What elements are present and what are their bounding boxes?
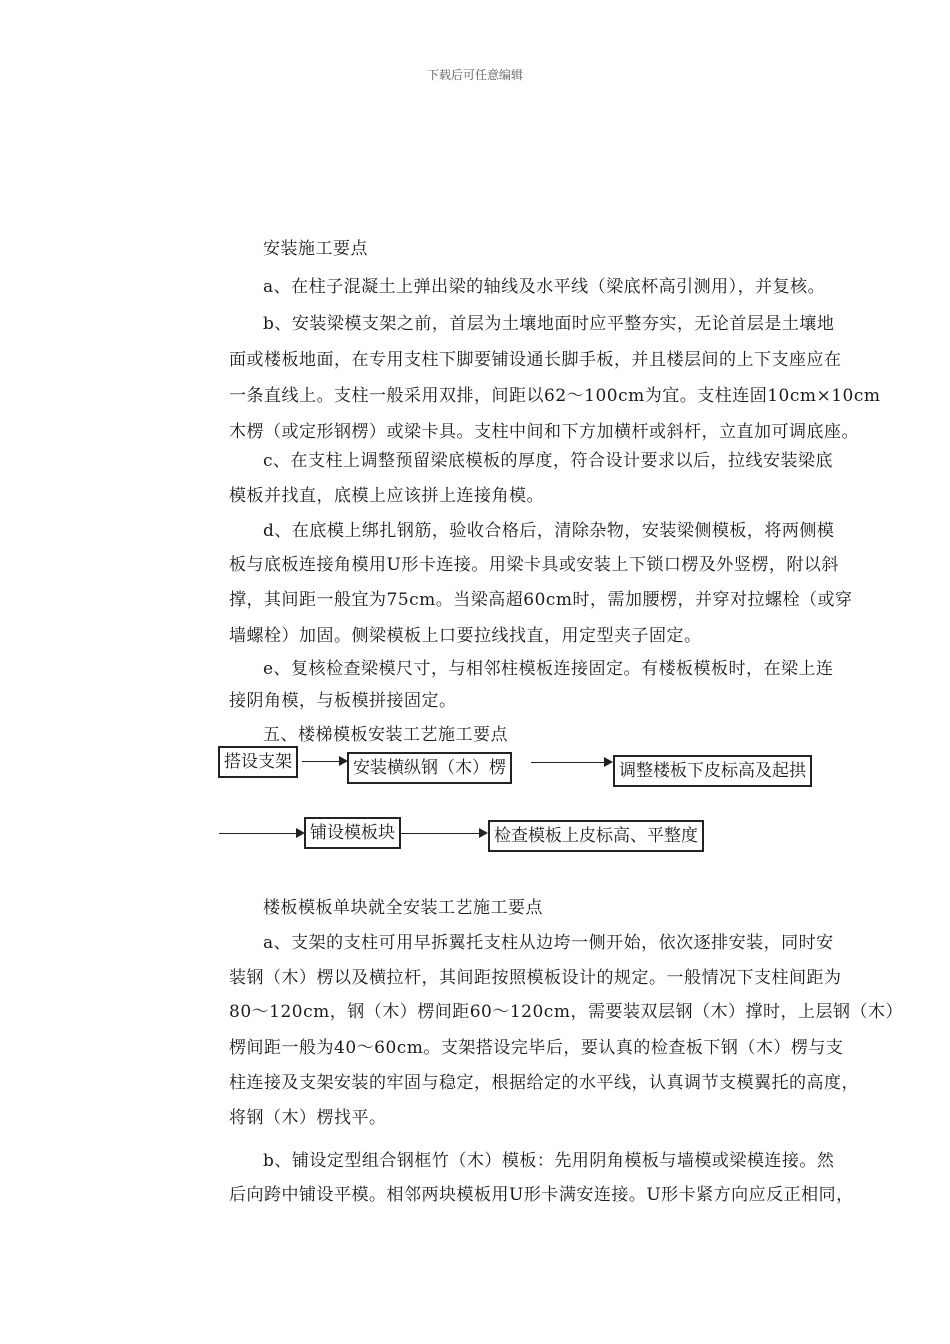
paragraph-line: d、在底模上绑扎钢筋，验收合格后，清除杂物，安装梁侧模板，将两侧模 [263,521,835,541]
paragraph-line: 一条直线上。支柱一般采用双排，间距以62～100cm为宜。支柱连固10cm×10cm [229,386,881,406]
paragraph-line: b、安装梁模支架之前，首层为土壤地面时应平整夯实，无论首层是土壤地 [263,314,835,334]
paragraph-line: 木楞（或定形钢楞）或梁卡具。支柱中间和下方加横杆或斜杆，立直加可调底座。 [229,422,859,442]
flow-step-5: 检查模板上皮标高、平整度 [488,820,704,852]
page-header: 下载后可任意编辑 [426,68,523,82]
flow-arrow [400,833,486,834]
paragraph-line: 后向跨中铺设平模。相邻两块模板用U形卡满安连接。U形卡紧方向应反正相同， [229,1185,854,1205]
paragraph-line: c、在支柱上调整预留梁底模板的厚度，符合设计要求以后，拉线安装梁底 [263,451,834,471]
paragraph-line: 装钢（木）楞以及横拉杆，其间距按照模板设计的规定。一般情况下支柱间距为 [229,968,842,988]
flow-step-2: 安装横纵钢（木）楞 [347,752,512,784]
paragraph-line: 模板并找直，底模上应该拼上连接角模。 [229,486,544,506]
paragraph-line: 接阴角模，与板模拼接固定。 [229,691,457,711]
section-title: 安装施工要点 [263,239,368,259]
flow-arrow [531,762,611,763]
paragraph-line: 面或楼板地面，在专用支柱下脚要铺设通长脚手板，并且楼层间的上下支座应在 [229,350,842,370]
paragraph-line: 柱连接及支架安装的牢固与稳定，根据给定的水平线，认真调节支模翼托的高度， [229,1073,859,1093]
flow-arrow [302,761,346,762]
paragraph-line: 80～120cm，钢（木）楞间距60～120cm，需要装双层钢（木）撑时，上层钢（木） [229,1002,903,1022]
paragraph-line: e、复核检查梁模尺寸，与相邻柱模板连接固定。有楼板模板时，在梁上连 [263,659,834,679]
paragraph-line: a、支架的支柱可用早拆翼托支柱从边垮一侧开始，依次逐排安装，同时安 [263,933,834,953]
paragraph-line: a、在柱子混凝土上弹出梁的轴线及水平线（梁底杯高引测用），并复核。 [263,277,826,297]
flow-step-4: 铺设模板块 [304,817,401,849]
paragraph-line: b、铺设定型组合钢框竹（木）模板：先用阴角模板与墙模或梁模连接。然 [263,1151,835,1171]
flow-step-1: 搭设支架 [218,746,298,778]
paragraph-line: 撑，其间距一般宜为75cm。当梁高超60cm时，需加腰楞，并穿对拉螺栓（或穿 [229,590,853,610]
section-title: 楼板模板单块就全安装工艺施工要点 [263,898,543,918]
paragraph-line: 楞间距一般为40～60cm。支架搭设完毕后，要认真的检查板下钢（木）楞与支 [229,1038,844,1058]
section-title: 五、楼梯模板安装工艺施工要点 [263,725,508,745]
paragraph-line: 板与底板连接角模用U形卡连接。用梁卡具或安装上下锁口楞及外竖楞，附以斜 [229,555,839,575]
flow-arrow [219,833,303,834]
paragraph-line: 将钢（木）楞找平。 [229,1108,387,1128]
flow-step-3: 调整楼板下皮标高及起拱 [613,755,812,787]
paragraph-line: 墙螺栓）加固。侧梁模板上口要拉线找直，用定型夹子固定。 [229,626,702,646]
